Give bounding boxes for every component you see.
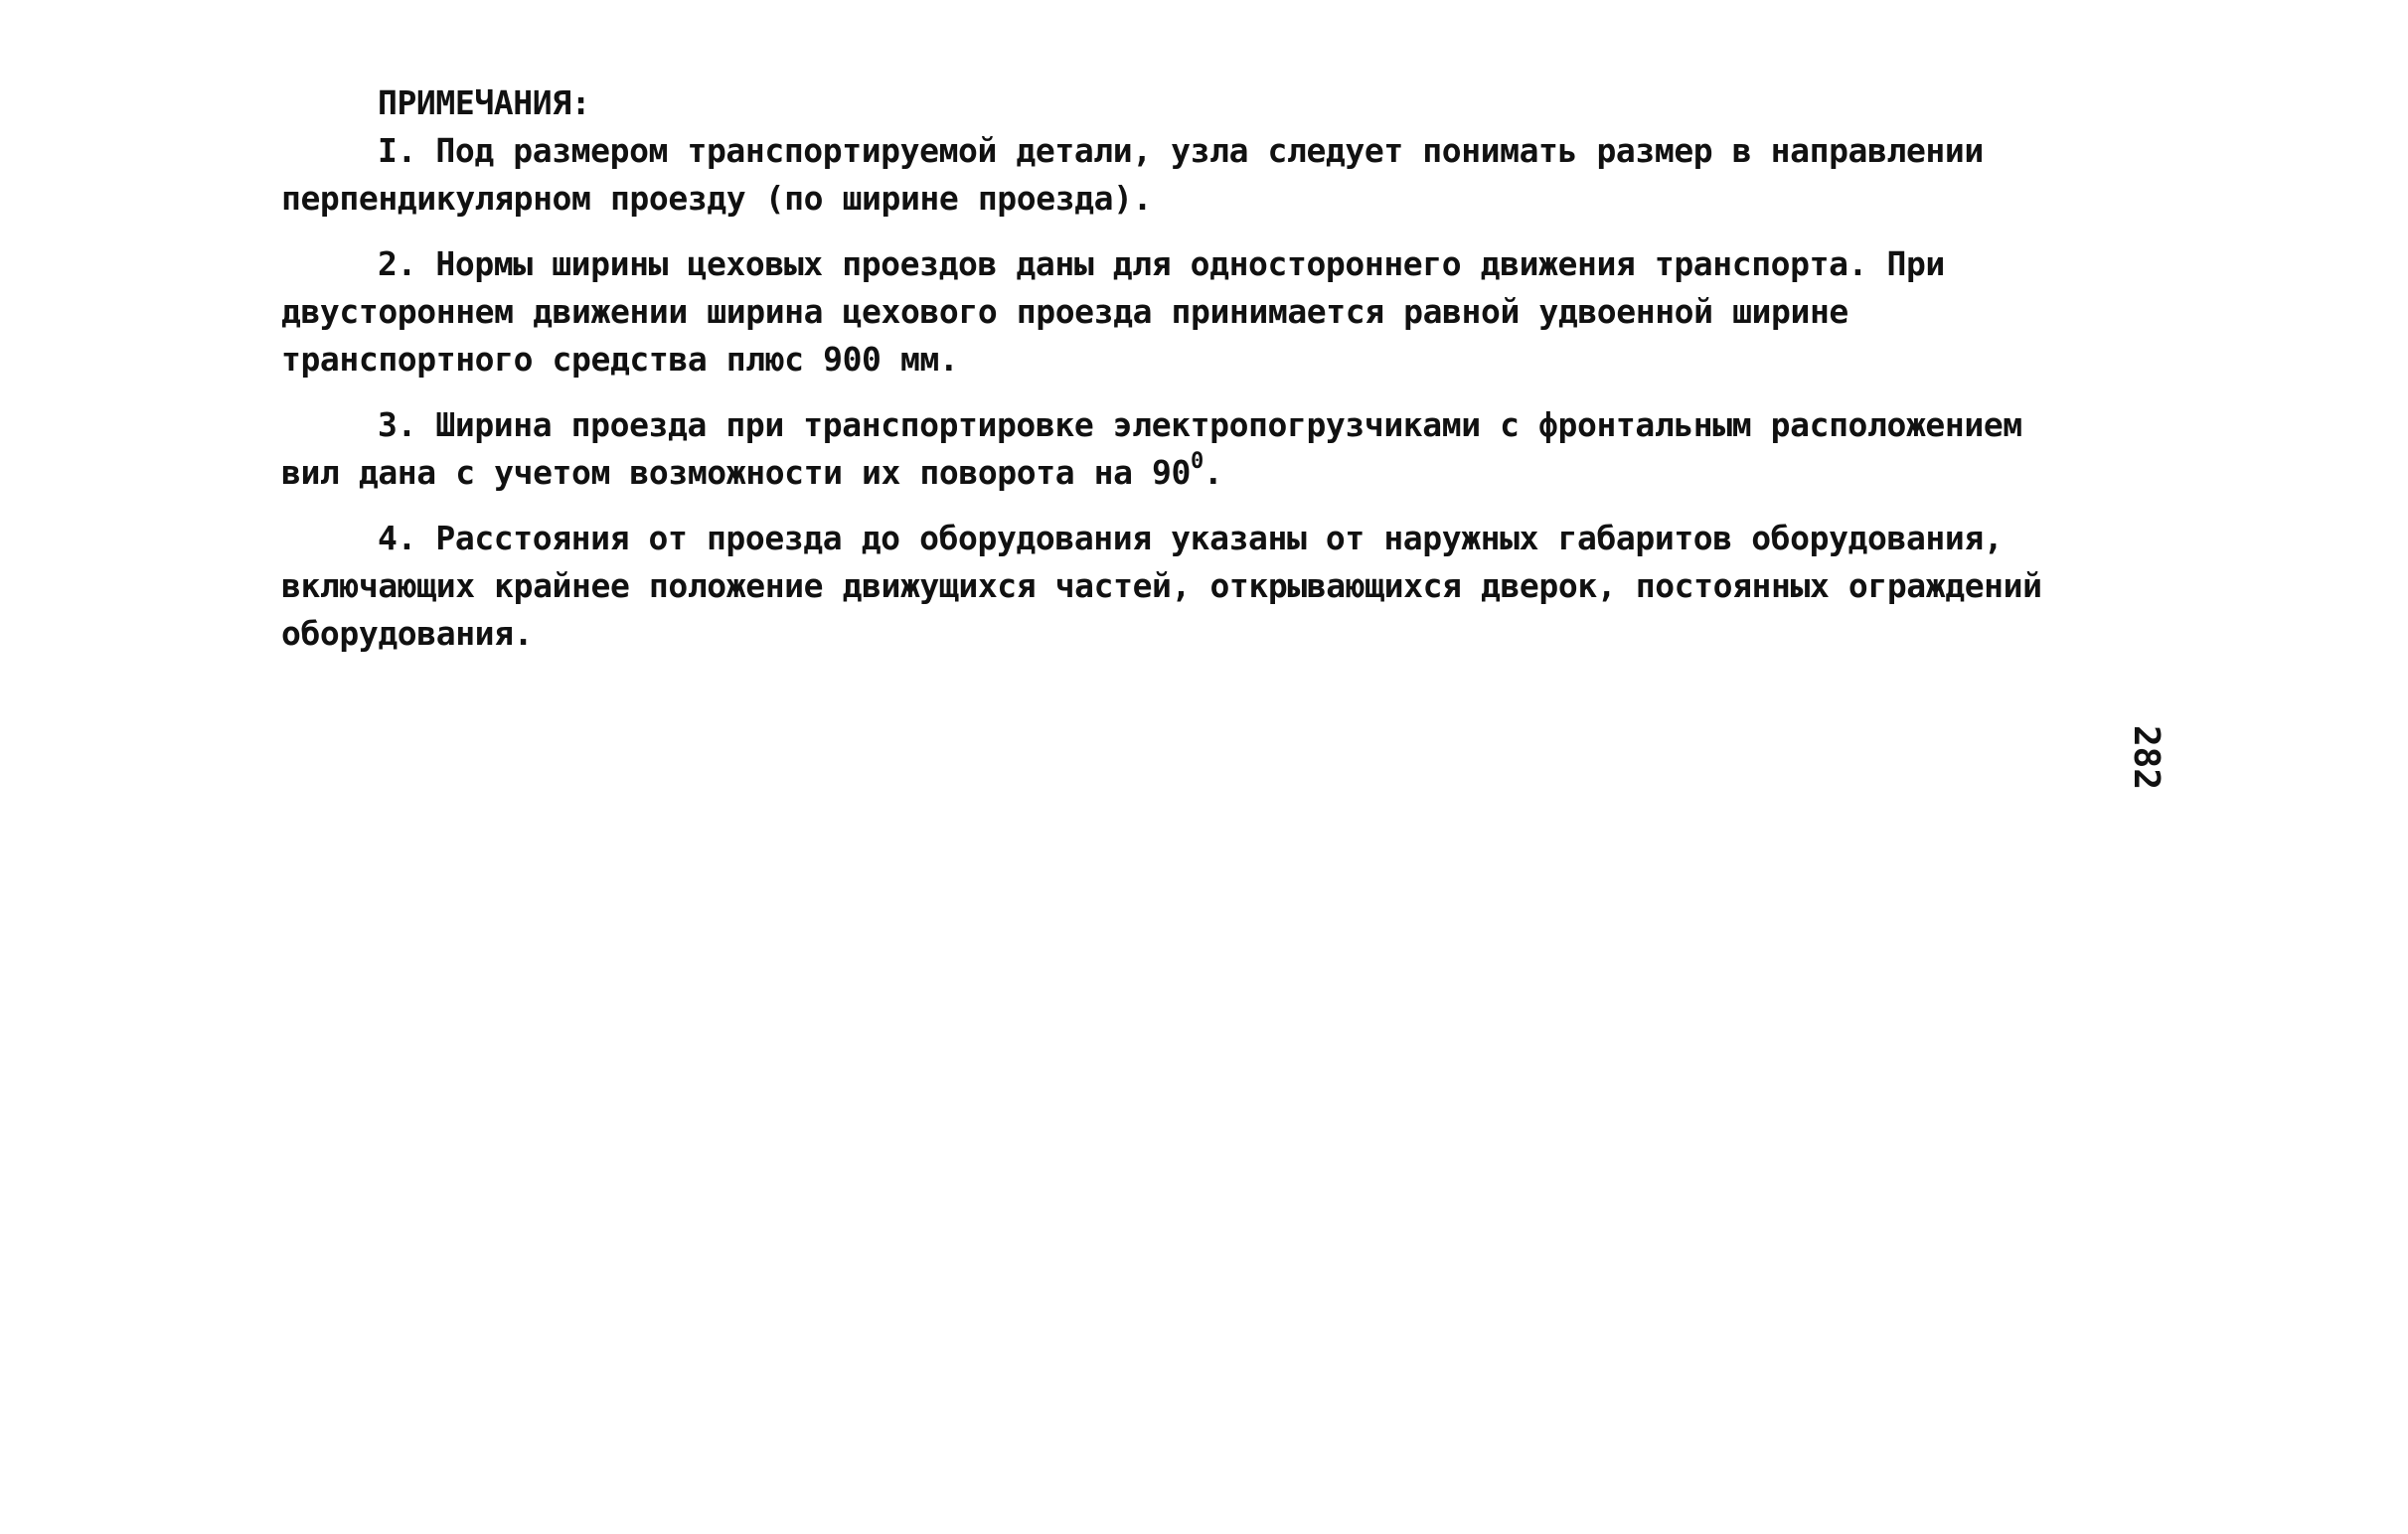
- notes-heading: ПРИМЕЧАНИЯ:: [378, 83, 591, 122]
- note-4-text: 4. Расстояния от проезда до оборудования указаны от наружных габаритов оборудования, включающих крайнее положение движущихся частей, открывающихся дверок, постоянных ограждений оборудования.: [281, 519, 2042, 653]
- notes-section: [281, 79, 2060, 676]
- note-1: [281, 127, 2060, 223]
- note-3: [281, 401, 2060, 497]
- note-3-text: 3. Ширина проезда при транспортировке электропогрузчиками с фронтальным расположением вил дана с учетом возможности их поворота на 90: [281, 405, 2022, 492]
- note-1-text: I. Под размером транспортируемой детали, узла следует понимать размер в направлении перпендикулярном проезду (по ширине проезда).: [281, 131, 1984, 218]
- note-4: [281, 515, 2060, 658]
- page-number: 282: [2126, 725, 2167, 791]
- note-3-degree-superscript: 0: [1190, 449, 1204, 474]
- note-2-text: 2. Нормы ширины цеховых проездов даны для одностороннего движения транспорта. При двустороннем движении ширина цехового проезда принимается равной удвоенной ширине транспортного средства плюс 900 мм.: [281, 244, 1945, 379]
- note-2: [281, 240, 2060, 384]
- note-3-suffix: .: [1203, 453, 1223, 492]
